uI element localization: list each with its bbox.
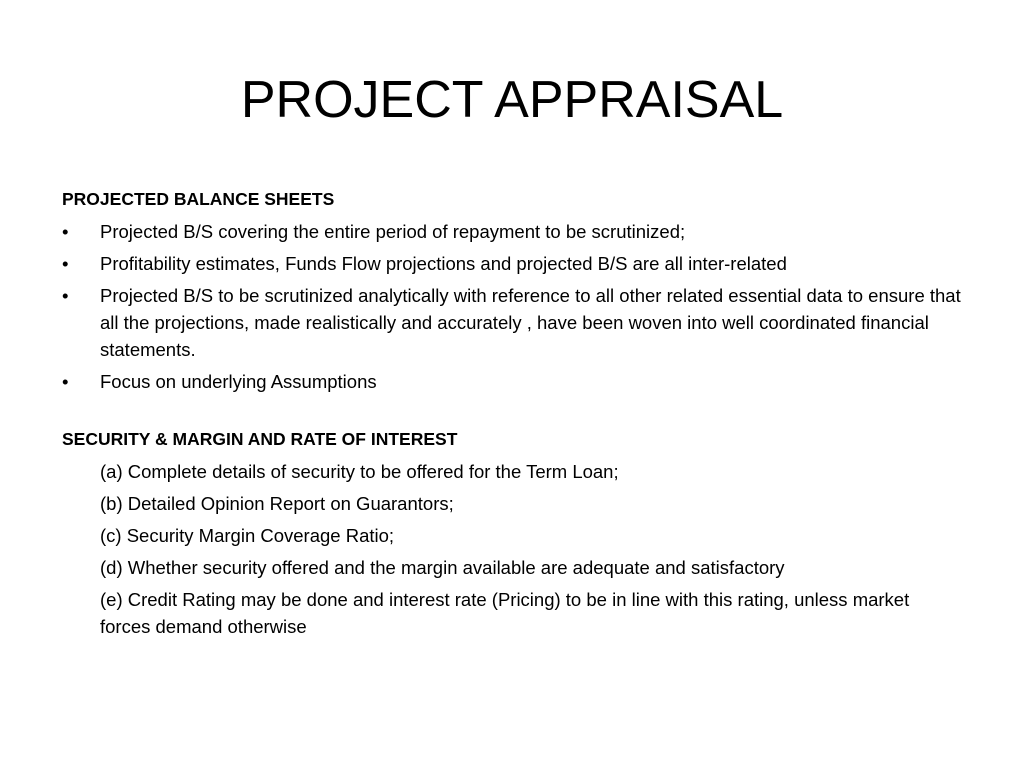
lettered-item: (d) Whether security offered and the margin available are adequate and satisfactory: [100, 557, 785, 578]
section-heading-security-margin: SECURITY & MARGIN AND RATE OF INTEREST: [62, 429, 458, 449]
bullet-text: Projected B/S covering the entire period of repayment to be scrutinized;: [100, 221, 686, 242]
bullet-item: [62, 218, 962, 245]
bullet-icon: •: [62, 221, 69, 242]
slide-title: PROJECT APPRAISAL: [240, 71, 784, 129]
bullet-list: [62, 218, 962, 395]
bullet-item: [62, 368, 962, 395]
lettered-item: (b) Detailed Opinion Report on Guarantors;: [100, 493, 454, 514]
section-heading-projected-balance-sheets: PROJECTED BALANCE SHEETS: [62, 189, 335, 209]
bullet-icon: •: [62, 285, 69, 306]
bullet-item: [62, 250, 962, 277]
bullet-icon: •: [62, 371, 69, 392]
bullet-text: Profitability estimates, Funds Flow projections and projected B/S are all inter-related: [100, 253, 787, 274]
bullet-text: Projected B/S to be scrutinized analytically with reference to all other related essential data to ensure that all the projections, made realistically and accurately , have been woven into well coordinated financial statements.: [100, 285, 961, 360]
lettered-item: (c) Security Margin Coverage Ratio;: [100, 525, 395, 546]
bullet-icon: •: [62, 253, 69, 274]
bullet-item: [62, 282, 962, 363]
section-spacer: [62, 400, 962, 426]
lettered-list: [62, 458, 962, 640]
bullet-text: Focus on underlying Assumptions: [100, 371, 377, 392]
lettered-item: (e) Credit Rating may be done and interest rate (Pricing) to be in line with this rating, unless market forces demand otherwise: [100, 589, 910, 637]
slide-body: [62, 186, 962, 645]
lettered-item: (a) Complete details of security to be offered for the Term Loan;: [100, 461, 619, 482]
